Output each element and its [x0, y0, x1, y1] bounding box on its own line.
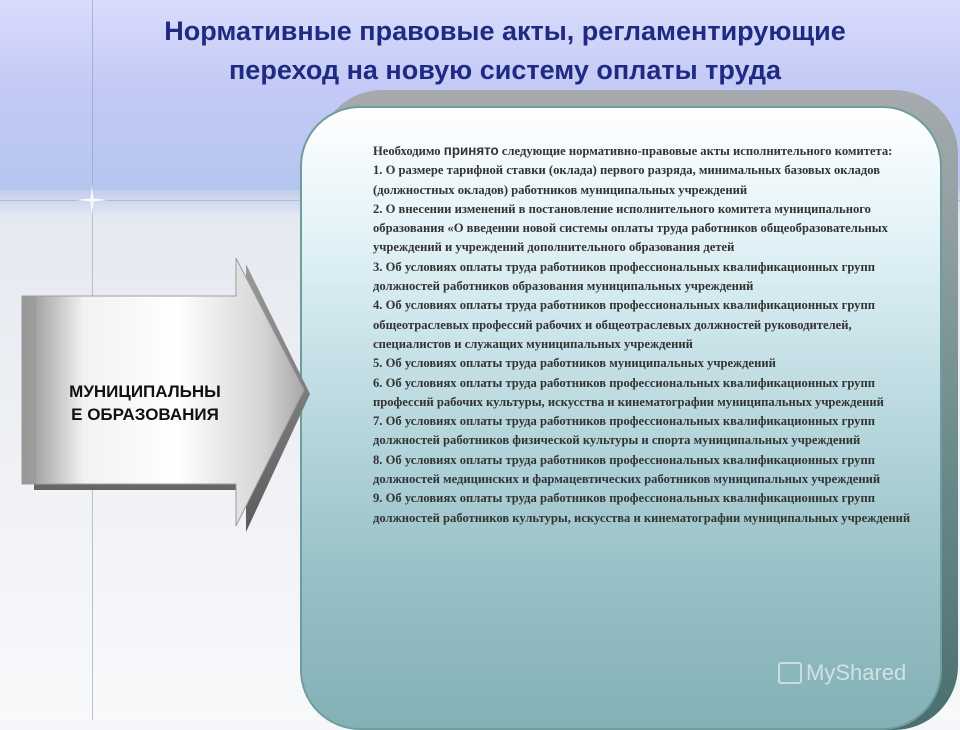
act-item-2: 2. О внесении изменений в постановление исполнительного комитета муниципального образования «О введении новой системы оплаты труда работников общеобразовательных учреждений и учреждений дополнительного образования детей — [373, 201, 888, 255]
act-item-7: 7. Об условиях оплаты труда работников профессиональных квалификационных групп должностей работников физической культуры и спорта муниципальных учреждений — [373, 414, 875, 448]
watermark-text: MyShared — [806, 660, 907, 685]
slide-title-line-2: переход на новую систему оплаты труда — [229, 55, 781, 85]
act-item-1: 1. О размере тарифной ставки (оклада) первого разряда, минимальных базовых окладов (должностных окладов) работников муниципальных учреждений — [373, 163, 881, 197]
act-item-5: 5. Об условиях оплаты труда работников муниципальных учреждений — [373, 356, 776, 371]
act-item-9: 9. Об условиях оплаты труда работников профессиональных квалификационных групп должностей работников культуры, искусства и кинематографии муниципальных учреждений — [373, 491, 911, 525]
acts-intro: Необходимо принято следующие нормативно-правовые акты исполнительного комитета: — [373, 143, 893, 158]
act-item-3: 3. Об условиях оплаты труда работников профессиональных квалификационных групп должностей работников образования муниципальных учреждений — [373, 259, 875, 294]
watermark — [778, 660, 906, 686]
municipalities-label — [40, 380, 250, 426]
slide-title — [60, 12, 950, 90]
municipalities-label-line-1: МУНИЦИПАЛЬНЫ — [69, 382, 221, 401]
sparkle-icon — [76, 184, 108, 216]
act-item-6: 6. Об условиях оплаты труда работников профессиональных квалификационных групп профессий рабочих культуры, искусства и кинематографии муниципальных учреждений — [373, 375, 884, 409]
acts-list — [373, 141, 913, 528]
act-item-4: 4. Об условиях оплаты труда работников профессиональных квалификационных групп общеотраслевых профессий рабочих и общеотраслевых должностей руководителей, специалистов и служащих муниципальных учреждений — [373, 298, 875, 351]
slide-title-line-1: Нормативные правовые акты, регламентирующие — [164, 16, 846, 46]
act-item-8: 8. Об условиях оплаты труда работников профессиональных квалификационных групп должностей медицинских и фармацевтических работников муниципальных учреждений — [373, 452, 881, 487]
acts-intro-emphasis: принято — [443, 143, 499, 158]
slideshow-icon — [778, 662, 802, 684]
municipalities-label-line-2: Е ОБРАЗОВАНИЯ — [71, 405, 219, 424]
